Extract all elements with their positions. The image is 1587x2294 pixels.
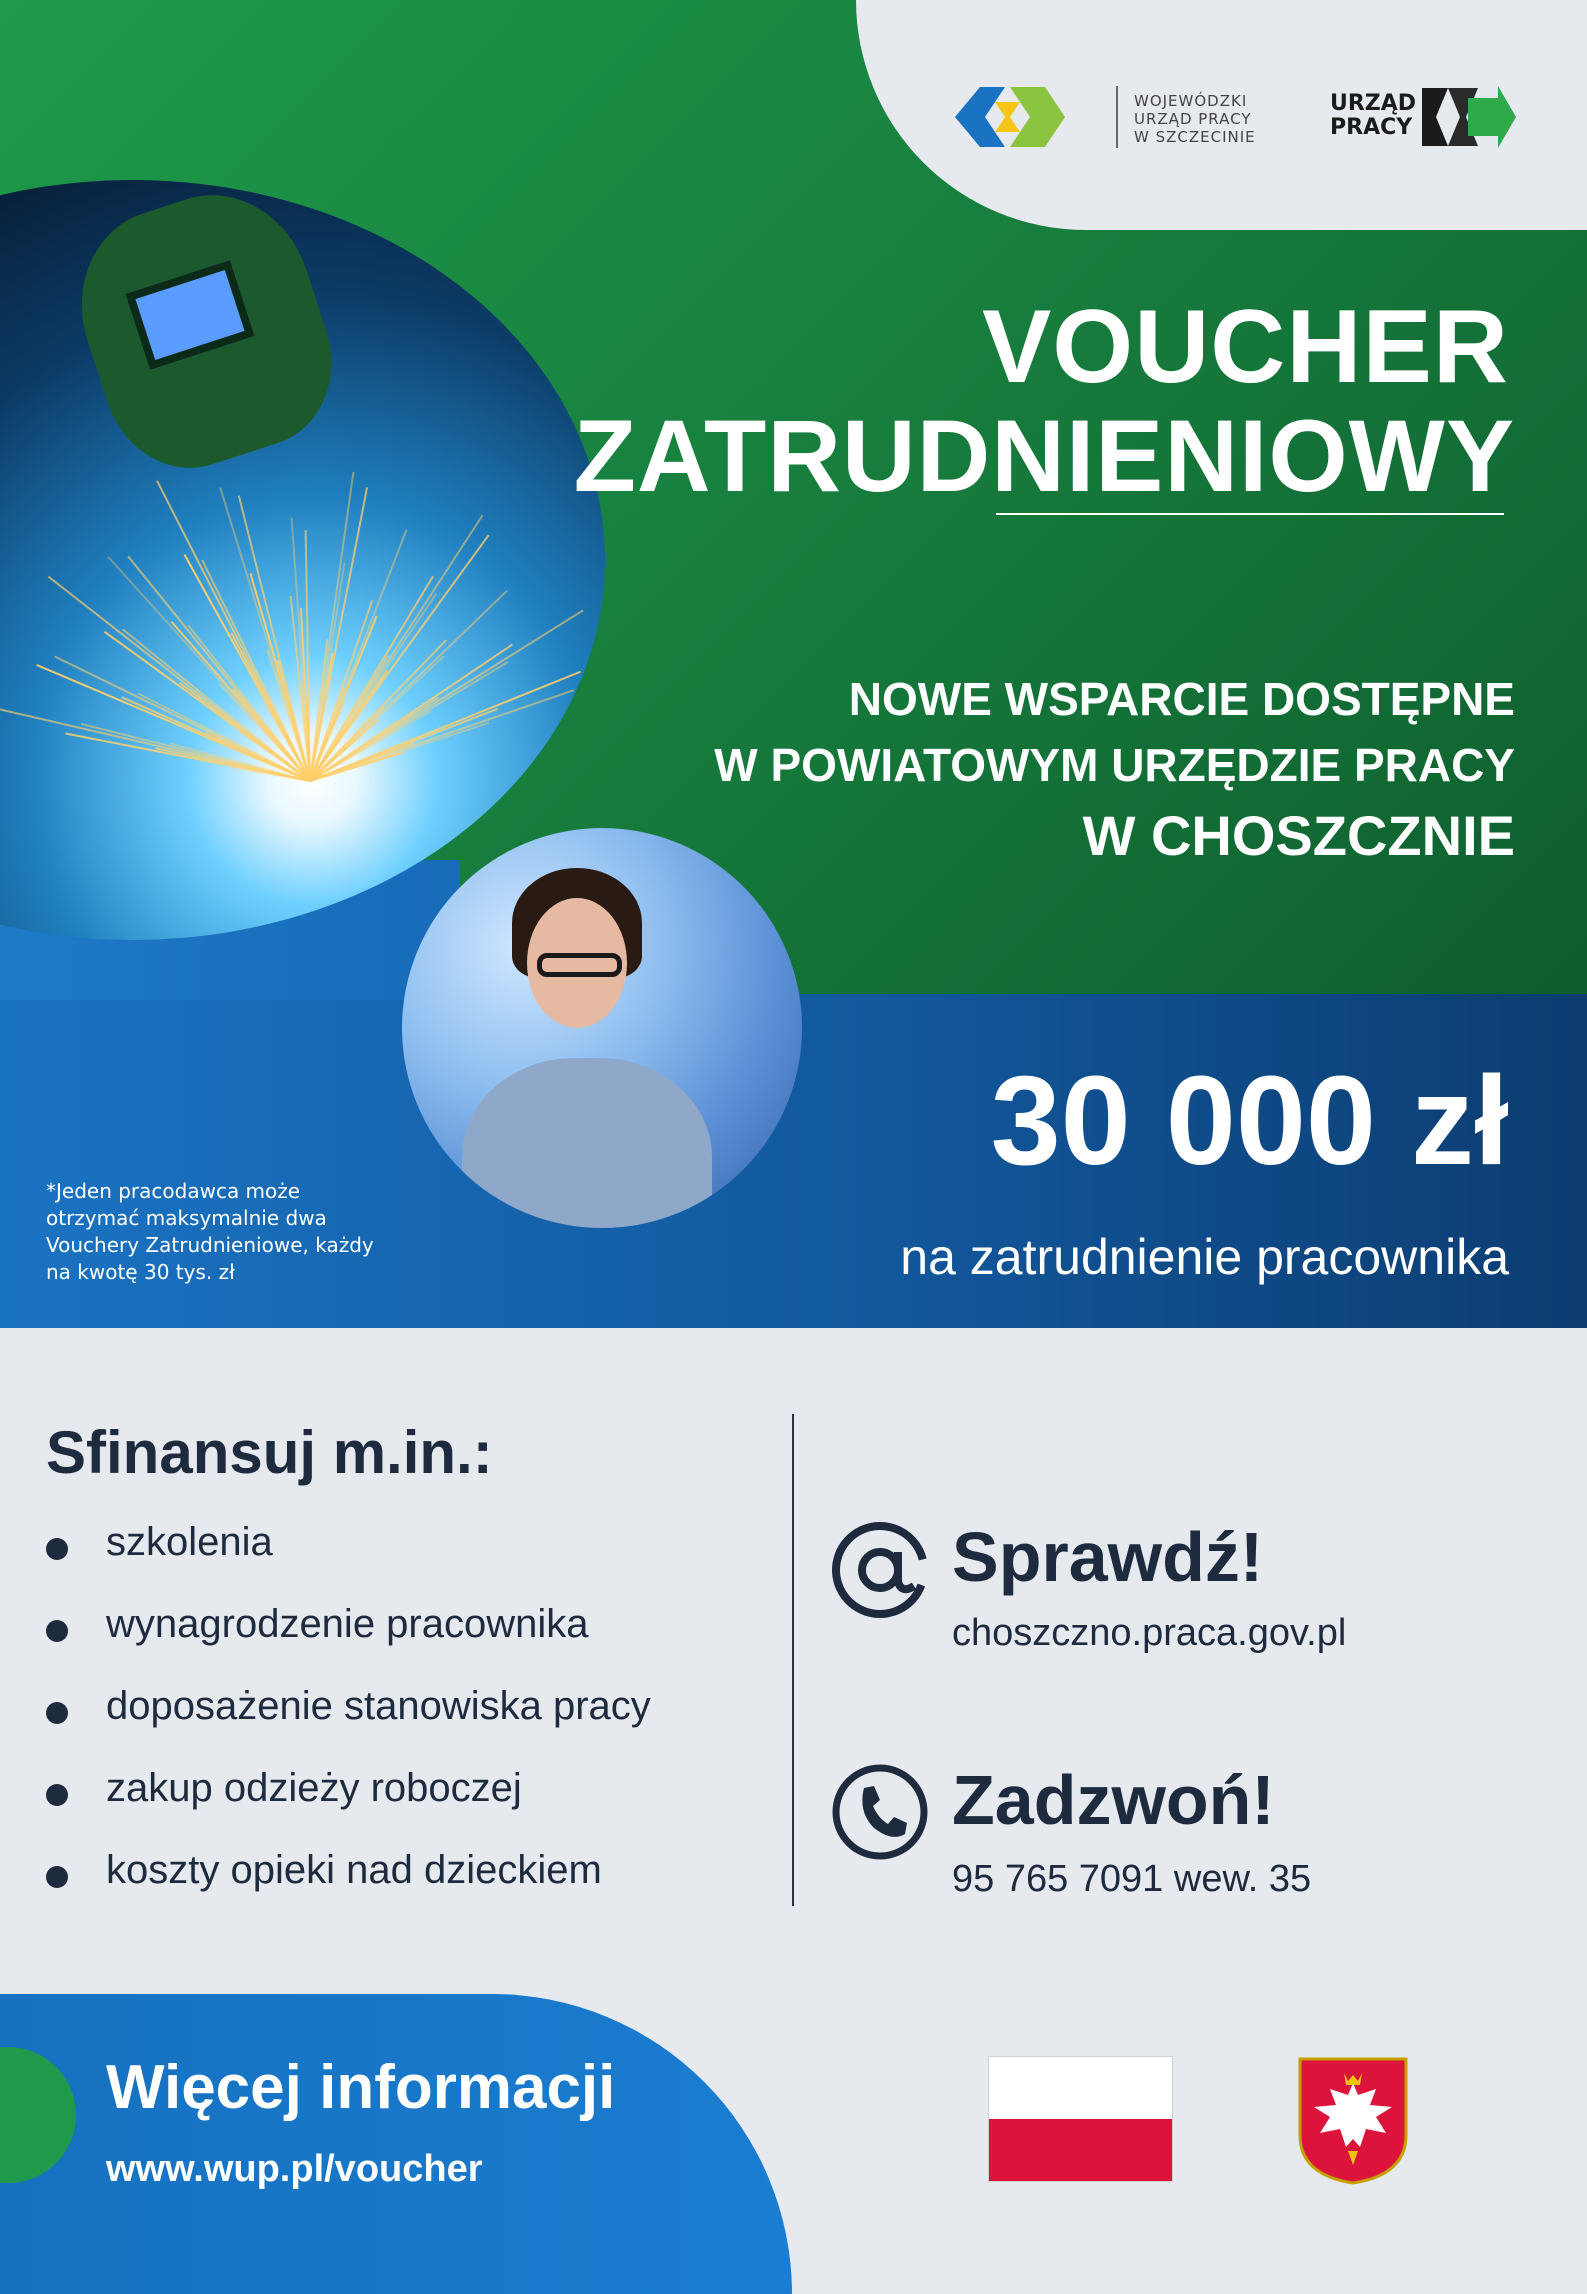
polish-emblem-icon [1296, 2055, 1410, 2185]
list-item [46, 1848, 651, 1930]
up-text-line: PRACY [1330, 115, 1413, 141]
title-underline [996, 513, 1504, 515]
woman-glasses [537, 953, 622, 977]
list-item-label: koszty opieki nad dzieckiem [106, 1848, 602, 1892]
check-title: Sprawdź! [952, 1518, 1264, 1596]
woman-jacket [462, 1058, 712, 1228]
at-icon [830, 1520, 930, 1620]
bullet-icon [46, 1538, 68, 1560]
more-info-link[interactable]: www.wup.pl/voucher [106, 2148, 483, 2190]
welder-photo [0, 180, 605, 940]
sparks [0, 180, 605, 940]
logo-separator [1116, 86, 1118, 148]
list-item-label: szkolenia [106, 1520, 273, 1564]
list-item [46, 1766, 651, 1848]
phone-icon [830, 1762, 930, 1862]
amount-caption: na zatrudnienie pracownika [900, 1229, 1509, 1285]
voucher-amount: 30 000 zł [990, 1050, 1509, 1191]
up-logo-text [1330, 92, 1416, 140]
list-item [46, 1602, 651, 1684]
subtitle-line-2: W POWIATOWYM URZĘDZIE PRACY [714, 739, 1515, 791]
bullet-icon [46, 1620, 68, 1642]
bullet-icon [46, 1784, 68, 1806]
list-item-label: wynagrodzenie pracownika [106, 1602, 589, 1646]
up-text-line: URZĄD [1330, 91, 1417, 116]
check-url-link[interactable]: choszczno.praca.gov.pl [952, 1612, 1347, 1654]
wup-text-line: URZĄD PRACY [1134, 110, 1252, 128]
more-info-title: Więcej informacji [106, 2053, 616, 2122]
finance-title: Sfinansuj m.in.: [46, 1419, 493, 1486]
title-line-1: VOUCHER [981, 289, 1509, 405]
subtitle-line-1: NOWE WSPARCIE DOSTĘPNE [848, 673, 1515, 725]
list-item-label: doposażenie stanowiska pracy [106, 1684, 651, 1728]
woman-photo [402, 828, 802, 1228]
vertical-divider [792, 1414, 794, 1906]
list-item [46, 1684, 651, 1766]
bullet-icon [46, 1702, 68, 1724]
finance-list [46, 1520, 651, 1930]
wup-text-line: WOJEWÓDZKI [1134, 92, 1248, 110]
subtitle-line-3: W CHOSZCZNIE [1082, 804, 1515, 867]
wup-logo-text [1134, 92, 1284, 146]
footer-blue-panel [0, 1994, 792, 2294]
list-item-label: zakup odzieży roboczej [106, 1766, 522, 1810]
wup-text-line: W SZCZECINIE [1134, 128, 1256, 146]
call-title: Zadzwoń! [952, 1761, 1275, 1839]
title-line-2: ZATRUDNIENIOWY [573, 399, 1515, 513]
list-item [46, 1520, 651, 1602]
wup-logo-icon [950, 72, 1070, 162]
footnote: *Jeden pracodawca może otrzymać maksymalnie dwa Vouchery Zatrudnieniowe, każdy na kwotę 30 tys. zł [46, 1179, 374, 1284]
polish-flag-icon [988, 2056, 1173, 2182]
bullet-icon [46, 1866, 68, 1888]
up-arrows-icon [1418, 84, 1518, 150]
phone-number-link[interactable]: 95 765 7091 wew. 35 [952, 1858, 1312, 1900]
